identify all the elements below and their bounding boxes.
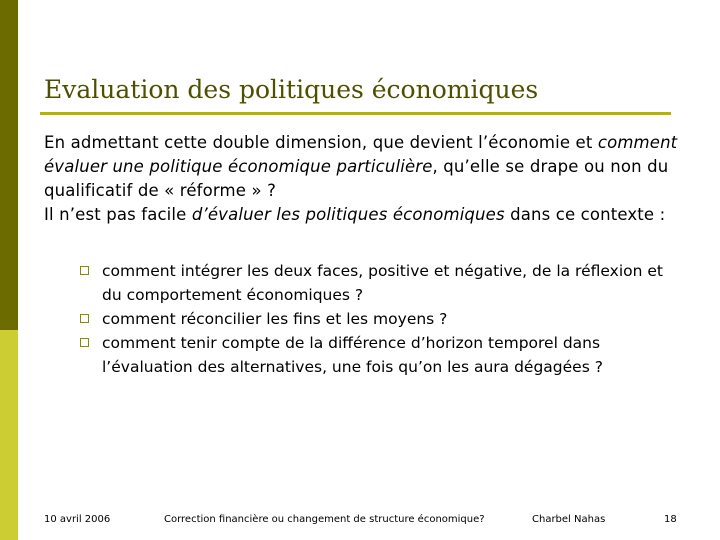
- footer-date: 10 avril 2006: [44, 514, 111, 525]
- footer-subject: Correction financière ou changement de structure économique?: [164, 514, 485, 525]
- slide-body: [44, 131, 694, 227]
- list-item: [80, 259, 680, 307]
- paragraph-1-text-a: En admettant cette double dimension, que devient l’économie et: [44, 133, 598, 152]
- bullet-list: [80, 259, 680, 379]
- list-item: [80, 331, 680, 379]
- footer-author: Charbel Nahas: [532, 514, 606, 525]
- paragraph-2-text-a: Il n’est pas facile: [44, 205, 192, 224]
- title-rule: [40, 112, 671, 115]
- paragraph-1-emphasis: comment évaluer une politique économique particulière: [44, 133, 678, 176]
- paragraph-1: [44, 131, 694, 203]
- paragraph-2-emphasis: d’évaluer les politiques économiques: [191, 205, 505, 224]
- paragraph-2: [44, 203, 694, 227]
- side-bar-dark: [0, 0, 18, 330]
- side-bar-light: [0, 330, 18, 540]
- slide-title: Evaluation des politiques économiques: [44, 75, 539, 104]
- bullet-text: comment intégrer les deux faces, positive et négative, de la réflexion et du comportement économiques ?: [102, 262, 663, 304]
- square-bullet-icon: [80, 314, 89, 323]
- square-bullet-icon: [80, 338, 89, 347]
- square-bullet-icon: [80, 266, 89, 275]
- paragraph-1-text-b: , qu’elle se drape ou non du qualificatif de « réforme » ?: [44, 157, 669, 200]
- list-item: [80, 307, 680, 331]
- footer-page-number: 18: [664, 514, 677, 525]
- bullet-text: comment tenir compte de la différence d’horizon temporel dans l’évaluation des alternatives, une fois qu’on les aura dégagées ?: [102, 334, 603, 376]
- bullet-text: comment réconcilier les fins et les moyens ?: [102, 310, 448, 328]
- paragraph-2-text-b: dans ce contexte :: [504, 205, 666, 224]
